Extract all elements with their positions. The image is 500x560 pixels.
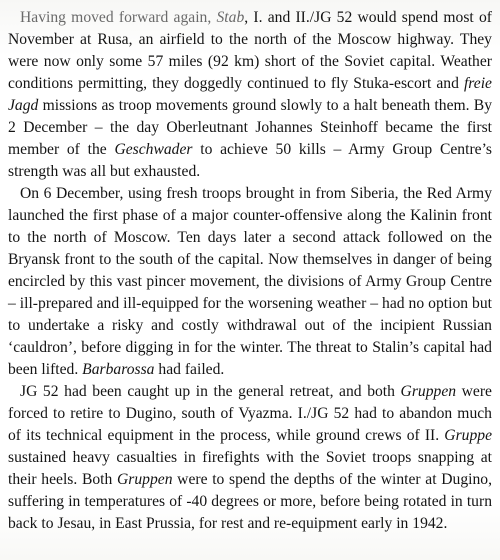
- text-segment: had failed.: [154, 361, 225, 378]
- text-segment: , I. and II./JG 52 would spend most of November at Rusa, an airfield to the north of the Moscow highway. They were now only some 57 miles (92 km) short of the Soviet capital. Weather conditions permitting, they doggedly continued to fly Stuka-escort and: [8, 9, 493, 92]
- paragraph-1: [8, 7, 492, 183]
- italic-term: Gruppen: [117, 471, 173, 488]
- italic-term: Geschwader: [114, 141, 193, 158]
- text-segment: were forced to retire to Dugino, south of Vyazma. I./JG 52 had to abandon much of its technical equipment in the process, while ground crews of II.: [8, 383, 492, 444]
- italic-term: Gruppe: [444, 427, 492, 444]
- text-segment: On 6 December, using fresh troops brought in from Siberia, the Red Army launched the first phase of a major counter-offensive along the Kalinin front to the north of Moscow. Ten days later a second attack followed on the Bryansk front to the south of the capital. Now themselves in danger of being encircled by this vast pincer movement, the divisions of Army Group Centre – ill-prepared and ill-equipped for the worsening weather – had no option but to undertake a risky and costly withdrawal out of the incipient Russian ‘cauldron’, before digging in for the winter. The threat to Stalin’s capital had been lifted.: [8, 185, 492, 378]
- italic-term: Gruppen: [400, 383, 457, 400]
- text-segment: were to spend the depths of the winter at Dugino, suffering in temperatures of -40 degrees or more, before being rotated in turn back to Jesau, in East Prussia, for rest and re-equipment early in 1942.: [8, 471, 492, 532]
- italic-term: Stab: [216, 9, 245, 26]
- body-text: [8, 7, 492, 535]
- text-segment: JG 52 had been caught up in the general retreat, and both: [20, 383, 401, 400]
- paragraph-2: [8, 183, 492, 381]
- text-segment: Having moved forward again,: [20, 9, 217, 26]
- text-segment: missions as troop movements ground slowly to a halt beneath them. By 2 December – the day Oberleutnant Johannes Steinhoff became the first member of the: [8, 97, 492, 158]
- paragraph-3: [8, 381, 492, 535]
- text-segment: sustained heavy casualties in firefights with the Soviet troops snapping at their heels. Both: [8, 449, 492, 488]
- italic-term: Barbarossa: [82, 361, 155, 378]
- text-segment: to achieve 50 kills – Army Group Centre’s strength was all but exhausted.: [8, 141, 492, 180]
- italic-term: freie Jagd: [8, 75, 492, 114]
